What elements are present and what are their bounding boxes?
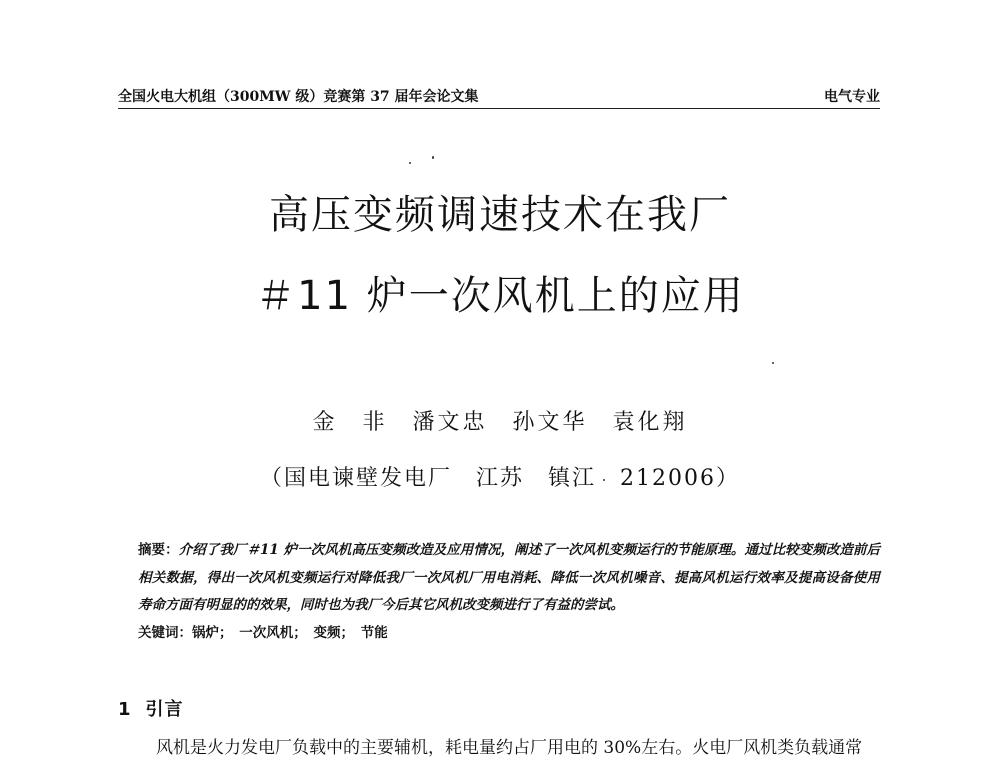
running-header	[118, 84, 880, 109]
keywords	[138, 621, 880, 641]
scan-speck	[772, 362, 774, 364]
abstract-text: 介绍了我厂＃11 炉一次风机高压变频改造及应用情况，阐述了一次风机变频运行的节能原理。通过比较变频改造前后相关数据，得出一次风机变频运行对降低我厂一次风机厂用电消耗、降低一次风机噪音、提高风机运行效率及提高设备使用寿命方面有明显的的效果，同时也为我厂今后其它风机改变频进行了有益的尝试。	[138, 542, 880, 613]
paper-title-line-2: ＃11 炉一次风机上的应用	[255, 273, 745, 319]
author-affiliation: （国电谏壁发电厂 江苏 镇江 212006）	[260, 466, 740, 491]
header-proceedings-title: 全国火电大机组（300MW 级）竞赛第 37 届年会论文集	[118, 89, 479, 105]
section-title: 引言	[145, 699, 184, 720]
header-discipline: 电气专业	[824, 89, 880, 105]
section-number: 1	[118, 699, 132, 720]
abstract	[138, 537, 880, 620]
scan-speck	[432, 156, 434, 159]
body-paragraph: 风机是火力发电厂负载中的主要辅机，耗电量约占厂用电的 30%左右。火电厂风机类负载通常	[156, 738, 863, 758]
author-list: 金 非 潘文忠 孙文华 袁化翔	[312, 410, 688, 435]
section-heading	[118, 695, 184, 721]
paper-title-line-1: 高压变频调速技术在我厂	[269, 192, 731, 238]
keywords-text: 锅炉； 一次风机； 变频； 节能	[192, 625, 388, 641]
keywords-label: 关键词：	[138, 625, 192, 641]
abstract-label: 摘要：	[138, 542, 179, 558]
scan-speck	[409, 162, 411, 164]
